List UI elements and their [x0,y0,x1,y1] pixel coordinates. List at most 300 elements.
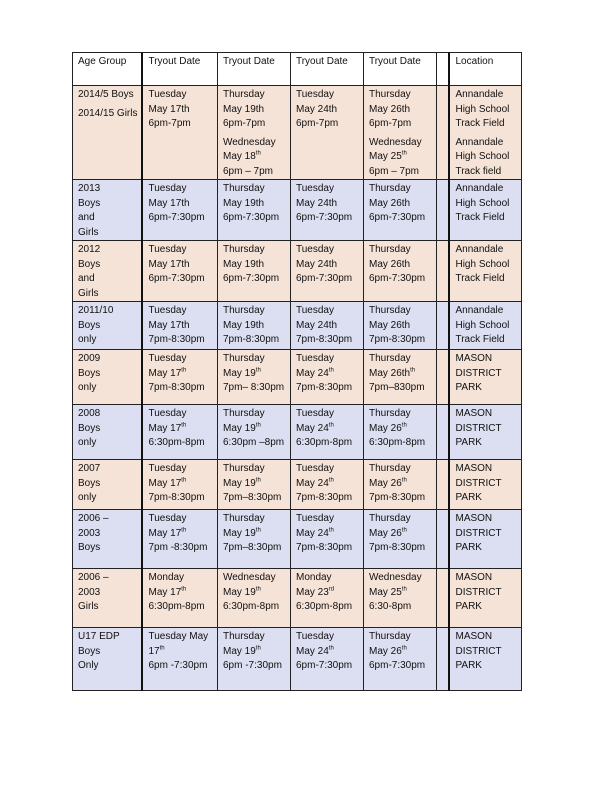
cell-text: May 19th [222,586,261,598]
cell-entry [296,462,359,506]
cell-entry [78,512,137,556]
cell-text: May 19th [222,422,261,434]
cell-text: 6pm-7:30pm [295,660,353,671]
cell-text: 2013 [78,183,101,194]
table-row [73,510,522,569]
cell-text: 2009 [78,353,101,364]
cell-text: May 24th [295,527,334,539]
header-location: Location [449,53,521,86]
cell-text: Thursday [368,89,411,100]
age-group-cell [73,510,143,569]
cell-text: Tuesday [148,353,187,364]
cell-text: Thursday [368,244,411,255]
cell-text: Thursday [368,305,411,316]
cell-text: 6:30pm-8pm [295,601,353,612]
cell-text: May 24th [295,645,334,657]
tryout-date-1-cell [142,628,217,691]
ordinal-suffix: th [401,150,407,157]
cell-text: Tuesday [148,408,187,419]
ordinal-suffix: th [328,645,334,652]
cell-entry [296,304,359,348]
cell-entry [78,243,137,301]
cell-text: May 24th [295,477,334,489]
table-row [73,180,522,241]
cell-text: Wednesday [222,136,276,148]
cell-text: 2008 [78,408,101,419]
cell-text: 7pm-8:30pm [148,334,205,345]
cell-text: 6pm – 7pm [222,165,274,177]
cell-text: Tuesday [295,89,334,100]
cell-text: 6pm-7:30pm [222,273,280,284]
ordinal-suffix: th [401,527,407,534]
cell-entry [78,88,137,103]
cell-text: May 17th [148,477,187,489]
cell-text: 6pm-7pm [368,118,412,129]
cell-text: only [78,492,97,503]
cell-text: 6:30pm –8pm [222,437,285,448]
cell-text: May 17th [148,586,187,598]
cell-text: May 26th [368,645,407,657]
cell-entry [455,243,517,287]
cell-text: 2014/15 Girls [78,107,138,119]
tryout-date-3-cell [290,302,363,350]
cell-text: May 17th [148,367,187,379]
cell-text: May 19th [222,103,265,115]
cell-text: 6:30pm-8pm [148,437,205,448]
cell-text: Tuesday [295,353,334,364]
cell-text: Annandale [455,244,504,255]
cell-text: 6pm-7:30pm [368,212,426,223]
cell-entry [369,88,432,132]
cell-text: Thursday [368,353,411,364]
cell-text: Tuesday May [148,631,209,642]
tryout-date-1-cell [142,241,217,302]
header-spacer [436,53,449,86]
cell-text: Thursday [222,183,265,194]
cell-text: 2003 [78,527,101,539]
age-group-cell [73,569,143,628]
cell-text: Only [78,660,99,671]
tryout-date-2-cell [217,569,290,628]
tryout-date-4-cell [363,180,436,241]
tryout-date-1-cell [142,405,217,460]
tryout-date-3-cell [290,460,363,510]
cell-text: DISTRICT [455,645,502,657]
cell-entry [223,304,286,348]
cell-text: Track Field [455,334,505,345]
cell-text: Wednesday [368,572,422,583]
ordinal-suffix: th [255,477,261,484]
cell-entry [148,88,213,132]
location-cell [449,510,521,569]
cell-entry [369,462,432,506]
spacer-cell [436,241,449,302]
cell-entry [455,512,517,556]
cell-entry [148,407,213,451]
ordinal-suffix: th [181,477,187,484]
tryout-date-4-cell [363,569,436,628]
tryout-date-2-cell [217,180,290,241]
location-cell [449,86,521,180]
cell-text: MASON [455,408,493,419]
cell-entry [369,630,432,674]
ordinal-suffix: th [255,527,261,534]
location-cell [449,460,521,510]
ordinal-suffix: th [181,422,187,429]
cell-text: Track Field [455,273,505,284]
ordinal-suffix: th [410,367,416,374]
ordinal-suffix: th [255,150,261,157]
ordinal-suffix: th [328,367,334,374]
ordinal-suffix: th [255,586,261,593]
cell-text: Thursday [368,513,411,524]
cell-text: High School [455,151,510,162]
age-group-cell [73,302,143,350]
cell-entry [455,630,517,674]
table-row [73,569,522,628]
cell-entry [223,243,286,287]
cell-text: 6:30pm-8pm [222,601,280,612]
ordinal-suffix: th [255,422,261,429]
spacer-cell [436,180,449,241]
cell-entry [296,352,359,396]
cell-text: Boys [78,319,101,331]
cell-text: May 19th [222,645,261,657]
cell-entry [369,304,432,348]
cell-entry [78,304,137,348]
spacer-cell [436,569,449,628]
cell-text: only [78,334,97,345]
cell-text: May 18th [222,150,261,162]
cell-text: Annandale [455,136,504,148]
cell-entry [455,352,517,396]
cell-text: Thursday [222,305,265,316]
cell-text: 17th [148,645,165,657]
cell-text: Thursday [368,183,411,194]
cell-text: May 26th [368,422,407,434]
tryout-date-2-cell [217,405,290,460]
table-row [73,241,522,302]
cell-text: Wednesday [368,136,422,148]
spacer-cell [436,302,449,350]
cell-entry [148,571,213,615]
cell-text: 7pm– 8:30pm [222,382,285,393]
cell-entry [78,571,137,615]
cell-entry [223,462,286,506]
cell-entry [296,512,359,556]
cell-text: Girls [78,601,99,612]
cell-text: High School [455,258,510,270]
tryout-date-1-cell [142,510,217,569]
ordinal-suffix: th [401,477,407,484]
cell-entry [369,182,432,226]
cell-text: Track field [455,165,502,177]
age-group-cell [73,86,143,180]
tryout-date-3-cell [290,180,363,241]
cell-text: Tuesday [295,408,334,419]
cell-text: Boys [78,197,101,209]
cell-text: DISTRICT [455,527,502,539]
cell-entry [455,136,517,180]
cell-text: Boys [78,645,101,657]
cell-text: May 17th [148,422,187,434]
cell-text: May 17th [148,258,190,270]
cell-text: Tuesday [295,631,334,642]
cell-text: 7pm-8:30pm [295,542,353,553]
cell-text: May 17th [148,103,190,115]
cell-text: 6pm -7:30pm [222,660,282,671]
age-group-cell [73,628,143,691]
cell-entry [369,136,432,180]
cell-entry [296,630,359,674]
cell-text: May 23rd [295,586,335,598]
cell-text: Tuesday [295,305,334,316]
age-group-cell [73,405,143,460]
header-tryout-date-3: Tryout Date [290,53,363,86]
tryout-date-4-cell [363,350,436,405]
header-row [73,53,522,86]
cell-text: May 25th [368,586,407,598]
cell-text: only [78,437,97,448]
location-cell [449,350,521,405]
tryout-date-4-cell [363,241,436,302]
ordinal-suffix: th [328,422,334,429]
cell-entry [223,630,286,674]
cell-text: 6:30pm-8pm [295,437,353,448]
cell-text: Wednesday [222,572,276,583]
ordinal-suffix: rd [328,586,335,593]
cell-entry [78,182,137,240]
cell-text: Tuesday [295,463,334,474]
cell-text: High School [455,197,510,209]
ordinal-suffix: th [328,477,334,484]
cell-text: and [78,273,95,284]
cell-entry [78,407,137,451]
cell-text: May 26th [368,103,411,115]
tryout-date-3-cell [290,350,363,405]
cell-text: 6:30pm-8pm [148,601,205,612]
cell-text: Monday [295,572,332,583]
cell-text: 6pm-7pm [222,118,266,129]
cell-text: Thursday [222,244,265,255]
cell-text: MASON [455,513,493,524]
cell-entry [78,630,137,674]
cell-text: Tuesday [148,463,187,474]
cell-text: 7pm-8:30pm [295,492,353,503]
tryout-date-2-cell [217,302,290,350]
cell-entry [455,571,517,615]
tryout-date-3-cell [290,405,363,460]
cell-text: 6pm-7:30pm [222,212,280,223]
cell-text: 7pm-8:30pm [148,382,205,393]
cell-entry [223,182,286,226]
cell-text: Thursday [222,89,265,100]
cell-text: May 19th [222,527,261,539]
header-tryout-date-4: Tryout Date [363,53,436,86]
cell-text: May 24th [295,422,334,434]
tryout-date-3-cell [290,86,363,180]
cell-text: Tuesday [148,89,187,100]
spacer-cell [436,460,449,510]
tryout-date-1-cell [142,302,217,350]
ordinal-suffix: th [255,367,261,374]
cell-entry [78,107,137,122]
location-cell [449,405,521,460]
cell-entry [148,512,213,556]
cell-text: Thursday [368,463,411,474]
spacer-cell [436,350,449,405]
cell-entry [296,243,359,287]
cell-text: DISTRICT [455,422,502,434]
cell-text: Track Field [455,118,505,129]
cell-text: 6pm -7:30pm [148,660,208,671]
location-cell [449,628,521,691]
cell-text: Annandale [455,89,504,100]
spacer-cell [436,510,449,569]
cell-text: 6pm-7:30pm [295,212,353,223]
tryout-date-1-cell [142,569,217,628]
cell-text: May 25th [368,150,407,162]
header-tryout-date-1: Tryout Date [142,53,217,86]
tryout-date-2-cell [217,510,290,569]
cell-text: Boys [78,258,101,270]
cell-text: 2006 – [78,572,109,583]
cell-text: Thursday [222,513,265,524]
spacer-cell [436,405,449,460]
cell-text: Thursday [222,463,265,474]
tryout-date-4-cell [363,302,436,350]
cell-text: Thursday [368,631,411,642]
cell-text: Track Field [455,212,505,223]
ordinal-suffix: th [401,645,407,652]
cell-entry [148,352,213,396]
cell-text: 7pm-8:30pm [368,492,426,503]
cell-entry [78,352,137,396]
table-row [73,405,522,460]
cell-entry [223,571,286,615]
cell-text: May 24th [295,197,338,209]
cell-entry [455,304,517,348]
cell-text: Monday [148,572,185,583]
cell-text: May 19th [222,367,261,379]
cell-text: High School [455,103,510,115]
tryout-date-2-cell [217,86,290,180]
cell-text: PARK [455,601,482,612]
cell-text: May 26th [368,319,411,331]
ordinal-suffix: th [401,422,407,429]
cell-text: Tuesday [148,513,187,524]
cell-text: MASON [455,463,493,474]
location-cell [449,241,521,302]
cell-entry [148,630,213,674]
cell-text: Tuesday [295,513,334,524]
cell-text: Thursday [222,408,265,419]
cell-text: 7pm–830pm [368,382,425,393]
cell-text: PARK [455,542,482,553]
ordinal-suffix: th [181,586,187,593]
cell-text: DISTRICT [455,586,502,598]
cell-entry [296,182,359,226]
tryout-date-4-cell [363,628,436,691]
tryout-date-2-cell [217,628,290,691]
cell-text: Thursday [368,408,411,419]
cell-text: Girls [78,287,99,299]
ordinal-suffix: th [181,367,187,374]
cell-text: May 19th [222,197,265,209]
header-tryout-date-2: Tryout Date [217,53,290,86]
cell-text: 2006 – [78,513,109,524]
cell-text: 2014/5 Boys [78,89,134,100]
cell-text: 2003 [78,586,101,598]
cell-entry [369,352,432,396]
cell-entry [369,243,432,287]
tryout-schedule-table [72,52,522,691]
age-group-cell [73,350,143,405]
cell-entry [455,462,517,506]
cell-text: 7pm-8:30pm [148,492,205,503]
cell-entry [296,407,359,451]
table-row [73,302,522,350]
cell-text: MASON [455,572,493,583]
cell-text: May 19th [222,477,261,489]
cell-text: PARK [455,437,482,448]
cell-text: May 26th [368,197,411,209]
table-row [73,460,522,510]
cell-entry [369,571,432,615]
tryout-date-3-cell [290,241,363,302]
cell-text: 7pm-8:30pm [295,382,353,393]
cell-entry [296,571,359,615]
cell-text: May 24th [295,103,338,115]
table-row [73,628,522,691]
tryout-date-3-cell [290,510,363,569]
schedule-body [73,86,522,691]
age-group-cell [73,241,143,302]
tryout-date-4-cell [363,86,436,180]
cell-text: 2011/10 [78,305,114,316]
tryout-date-4-cell [363,510,436,569]
cell-text: Annandale [455,183,504,194]
cell-text: Tuesday [148,183,187,194]
cell-entry [369,407,432,451]
cell-text: 7pm-8:30pm [368,542,426,553]
cell-text: MASON [455,631,493,642]
ordinal-suffix: th [255,645,261,652]
cell-text: Boys [78,542,101,553]
cell-text: May 24th [295,258,338,270]
tryout-date-4-cell [363,460,436,510]
cell-text: May 24th [295,367,334,379]
cell-text: 7pm–8:30pm [222,542,282,553]
cell-text: Tuesday [295,183,334,194]
cell-text: 6pm-7:30pm [368,273,426,284]
cell-text: DISTRICT [455,477,502,489]
cell-text: Tuesday [148,244,187,255]
cell-entry [148,182,213,226]
tryout-date-1-cell [142,460,217,510]
cell-entry [369,512,432,556]
tryout-date-2-cell [217,241,290,302]
ordinal-suffix: th [181,527,187,534]
cell-text: Thursday [222,631,265,642]
cell-text: May 17th [148,527,187,539]
location-cell [449,569,521,628]
ordinal-suffix: th [328,527,334,534]
cell-text: Thursday [222,353,265,364]
cell-entry [223,512,286,556]
cell-entry [455,88,517,132]
cell-text: Boys [78,422,101,434]
